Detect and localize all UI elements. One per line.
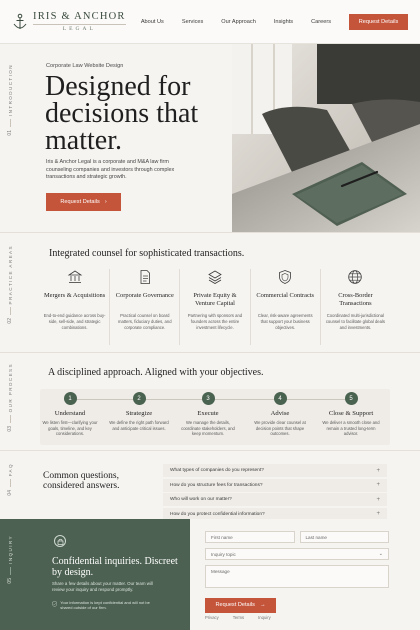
faq-question: What types of companies do you represent?	[170, 468, 264, 473]
confidential-note	[52, 600, 162, 611]
faq-question: How do you structure fees for transactions?	[170, 482, 263, 488]
step-desc: We listen first—clarifying your goals, timeline, and key considerations.	[42, 420, 98, 437]
practice-area-card[interactable]	[180, 269, 250, 345]
nav-our-approach[interactable]: Our Approach	[221, 18, 256, 25]
practice-areas-section	[0, 232, 420, 352]
faq-item[interactable]	[163, 464, 387, 477]
hero-section	[0, 44, 420, 232]
practice-area-title: Private Equity & Venture Capital	[193, 292, 237, 307]
practice-area-card[interactable]	[40, 269, 110, 345]
practice-area-title: Mergers & Acquisitions	[43, 292, 106, 299]
main-nav	[141, 14, 408, 30]
last-name-field[interactable]: Last name	[300, 531, 390, 543]
brand-name: IRIS & ANCHOR	[33, 11, 126, 22]
faq-question: How do you protect confidential information?	[170, 511, 265, 517]
section-rail	[4, 245, 16, 324]
arrow-right-icon: ›	[104, 199, 107, 205]
section-label: INTRODUCTION	[7, 64, 13, 117]
boardroom-photo	[232, 44, 420, 232]
anchor-icon	[12, 13, 28, 31]
document-icon	[137, 269, 153, 285]
hero-title: Designed for decisions that matter.	[45, 71, 199, 156]
shield-icon	[277, 269, 293, 285]
inquiry-topic-select[interactable]	[205, 548, 389, 560]
submit-request-details-button[interactable]	[205, 598, 276, 613]
step-number: 1	[64, 392, 77, 405]
nav-careers[interactable]: Careers	[311, 18, 331, 25]
section-number: 05	[7, 577, 13, 584]
process-title: A disciplined approach. Aligned with your objectives.	[48, 367, 264, 378]
message-field[interactable]: Message	[205, 565, 389, 588]
confidential-note-text: Your information is kept confidential and will not be shared outside of our firm.	[60, 600, 150, 611]
practice-title: Integrated counsel for sophisticated transactions.	[49, 248, 245, 259]
hero-request-details-button[interactable]	[46, 193, 121, 211]
plus-icon: +	[376, 482, 380, 488]
boardroom-illustration	[232, 44, 420, 232]
brand-sub: LEGAL	[33, 24, 126, 32]
bank-icon	[67, 269, 83, 285]
chevron-down-icon: ⌄	[378, 551, 383, 557]
plus-icon: +	[376, 467, 380, 474]
faq-question: Who will work on our matter?	[170, 497, 232, 502]
practice-area-list	[40, 269, 390, 345]
process-step	[173, 392, 243, 437]
practice-area-desc: Coordinated multi-jurisdictional counsel to facilitate global deals and investments.	[325, 313, 385, 330]
practice-area-desc: End-to-end guidance across buy-side, sell-side, and strategic combinations.	[43, 313, 106, 330]
privacy-link[interactable]: Privacy	[205, 615, 219, 620]
practice-area-desc: Practical counsel on board matters, fiduciary duties, and corporate compliance.	[118, 313, 172, 330]
section-label: PRACTICE AREAS	[7, 245, 13, 305]
button-label: Request Details	[60, 199, 100, 205]
plus-icon: +	[376, 511, 380, 517]
shield-check-icon	[52, 600, 57, 608]
inquiry-link[interactable]: Inquiry	[258, 615, 271, 620]
section-label: FAQ	[7, 463, 13, 477]
practice-area-desc: Partnering with sponsors and founders across the entire investment lifecycle.	[187, 313, 243, 330]
practice-area-title: Commercial Contracts	[256, 292, 315, 299]
section-rail	[4, 363, 16, 432]
process-section	[0, 352, 420, 450]
header-request-details-button[interactable]: Request Details	[349, 14, 408, 30]
step-desc: We deliver a smooth close and remain a trusted long-term advisor.	[322, 420, 380, 437]
step-desc: We manage the details, coordinate stakeholders, and keep momentum.	[181, 420, 235, 437]
site-header	[0, 0, 420, 44]
section-rail	[4, 64, 16, 136]
step-desc: We define the right path forward and anticipate critical issues.	[109, 420, 169, 431]
faq-item[interactable]	[163, 493, 387, 506]
section-number: 01	[7, 130, 13, 136]
step-number: 2	[133, 392, 146, 405]
plus-icon: +	[376, 496, 380, 503]
section-number: 04	[7, 490, 13, 496]
process-step	[35, 392, 105, 437]
globe-icon	[347, 269, 363, 285]
inquiry-section	[0, 519, 420, 630]
inquiry-topic-placeholder: Inquiry topic	[211, 551, 236, 557]
section-label: INQUIRY	[7, 535, 13, 564]
step-number: 5	[345, 392, 358, 405]
hero-lead: Iris & Anchor Legal is a corporate and M&A law firm counseling companies and investors through complex transactions and strategic growth.	[46, 159, 175, 181]
section-number: 02	[7, 318, 13, 324]
step-title: Strategize	[125, 410, 153, 417]
hero-eyebrow: Corporate Law Website Design	[46, 63, 124, 69]
inquiry-title: Confidential inquiries. Discreet by design.	[52, 556, 178, 578]
faq-title: Common questions, considered answers.	[43, 471, 120, 491]
process-step	[104, 392, 174, 431]
nav-services[interactable]: Services	[181, 18, 204, 25]
section-label: OUR PROCESS	[7, 363, 13, 413]
practice-area-title: Corporate Governance	[115, 292, 174, 299]
faq-list	[163, 464, 387, 522]
inquiry-panel	[0, 519, 190, 630]
step-desc: We provide clear counsel at decision points that shape outcomes.	[254, 420, 306, 437]
step-title: Advise	[270, 410, 290, 417]
section-rail	[4, 535, 16, 583]
inquiry-form	[205, 531, 389, 613]
faq-section	[0, 450, 420, 519]
practice-area-card[interactable]	[321, 269, 390, 345]
nav-insights[interactable]: Insights	[273, 18, 294, 25]
footer-links	[205, 615, 271, 620]
first-name-field[interactable]: First name	[205, 531, 295, 543]
faq-item[interactable]	[163, 479, 387, 492]
process-step	[245, 392, 315, 437]
practice-area-card[interactable]	[251, 269, 321, 345]
practice-area-desc: Clear, risk-aware agreements that support your business objectives.	[257, 313, 313, 330]
arrow-right-icon: →	[259, 602, 266, 608]
layers-icon	[207, 269, 223, 285]
section-number: 03	[7, 426, 13, 432]
button-label: Request Details	[215, 602, 255, 608]
step-number: 3	[202, 392, 215, 405]
step-title: Understand	[54, 410, 86, 417]
terms-link[interactable]: Terms	[232, 615, 245, 620]
practice-area-title: Cross-Border Transactions	[338, 292, 373, 307]
process-step	[316, 392, 386, 437]
practice-area-card[interactable]	[110, 269, 180, 345]
logo[interactable]	[12, 11, 126, 32]
step-number: 4	[274, 392, 287, 405]
nav-about-us[interactable]: About Us	[140, 18, 164, 25]
step-title: Close & Support	[328, 410, 374, 417]
process-steps	[40, 389, 390, 445]
inquiry-text: Share a few details about your matter. Our team will review your inquiry and respond promptly.	[52, 581, 153, 592]
section-rail	[4, 463, 16, 496]
step-title: Execute	[197, 410, 219, 417]
lock-icon	[54, 535, 66, 547]
